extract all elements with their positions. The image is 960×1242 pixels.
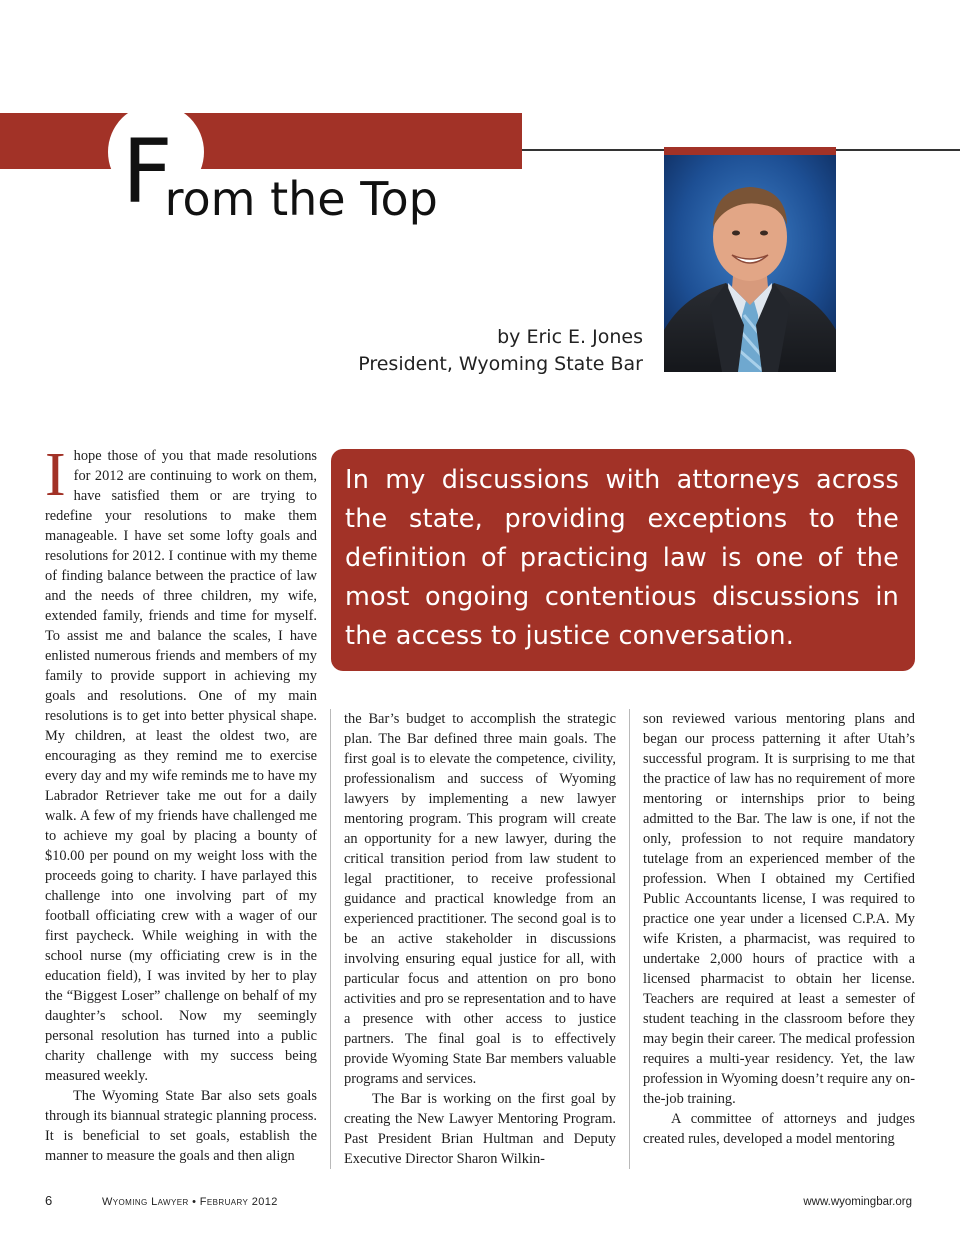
- column-divider: [330, 709, 331, 1169]
- column-divider: [629, 709, 630, 1169]
- col3-paragraph-2: A committee of attorneys and judges created rules, developed a model mentoring: [643, 1111, 915, 1147]
- pull-quote-box: [331, 449, 915, 671]
- byline-author: by Eric E. Jones: [497, 326, 643, 348]
- publication-name: Wyoming Lawyer • February 2012: [102, 1196, 278, 1208]
- author-photo: [664, 147, 836, 372]
- title-rest: rom the Top: [164, 172, 438, 226]
- col3-paragraph-1: son reviewed various mentoring plans and began our process patterning it after Utah’s successful program. It is surprising to me that the practice of law has no requirement of more mentoring or internships prior to being admitted to the Bar. The law is one, if not the only, profession to not require mandatory tutelage from an experienced member of the profession. When I obtained my Certified Public Accountants license, I was required to practice one year under a licensed C.P.A. My wife Kristen, a pharmacist, was required to undertake 2,000 hours of practice with a licensed pharmacist to obtain her license. Teachers are required at least a semester of student teaching in the classroom before they may begin their career. The medical profession requires a multi-year residency. Yet, the law profession in Wyoming doesn’t require any on-the-job training.: [643, 711, 915, 1107]
- col1-paragraph-2: The Wyoming State Bar also sets goals through its biannual strategic planning process. It is beneficial to set goals, establish the manner to measure the goals and then align: [45, 1088, 317, 1164]
- byline: [358, 324, 643, 378]
- page-title: [122, 120, 438, 228]
- article-column-2: [344, 709, 616, 1169]
- article-column-1: [45, 441, 317, 1166]
- article-column-3: [643, 709, 915, 1149]
- title-initial: F: [122, 120, 173, 223]
- website-url: www.wyomingbar.org: [803, 1196, 912, 1208]
- article-paragraph: [45, 441, 317, 1086]
- col2-paragraph-1: the Bar’s budget to accomplish the strategic plan. The Bar defined three main goals. The first goal is to elevate the competence, civility, professionalism and success of Wyoming lawyers by implementing a new lawyer mentoring program. This program will create an opportunity for a new lawyer, during the critical transition period from law student to legal practitioner, to receive professional guidance and practical knowledge from an experienced practitioner. The second goal is to be an active stakeholder in discussions involving ensuring equal justice for all, with particular focus and attention on pro bono activities and pro se representation and to have a presence with other access to justice partners. The final goal is to effectively provide Wyoming State Bar members valuable programs and services.: [344, 711, 616, 1087]
- drop-cap: I: [45, 441, 66, 509]
- author-portrait-icon: [664, 155, 836, 372]
- pull-quote-text: In my discussions with attorneys across the state, providing exceptions to the definition of practicing law is one of the most ongoing contentious discussions in the access to justice conversation.: [345, 465, 899, 651]
- col1-paragraph-1-text: hope those of you that made resolutions for 2012 are continuing to work on them, have satisfied them or are trying to redefine your resolutions to make them manageable. I have set some lofty goals and resolutions for 2012. I continue with my theme of finding balance between the practice of law and the needs of three children, my wife, extended family, friends and time for myself. To assist me and balance the scales, I have enlisted numerous friends and members of my family to provide support in achieving my goals and resolutions. One of my main resolutions is to get into better physical shape. My children, at least the oldest two, are encouraging as they remind me to exercise every day and my wife reminds me to have my Labrador Retriever take me out for a daily walk. A few of my friends have challenged me to achieve my goal by placing a bounty of $10.00 per pound on my weight loss with the proceeds going to charity. I have parlayed this challenge into one involving part of my football officiating crew with a wager of our first paycheck. While weighing in with the school nurse (my officiating crew is in the education field), I was invited by her to play the “Biggest Loser” challenge on behalf of my daughter’s school. Now my seemingly personal resolution has turned into a public charity challenge with my success being measured weekly.: [45, 448, 317, 1084]
- page-number: 6: [45, 1193, 53, 1208]
- col2-paragraph-2: The Bar is working on the first goal by creating the New Lawyer Mentoring Program. Past President Brian Hultman and Deputy Executive Director Sharon Wilkin-: [344, 1091, 616, 1167]
- byline-position: President, Wyoming State Bar: [358, 353, 643, 375]
